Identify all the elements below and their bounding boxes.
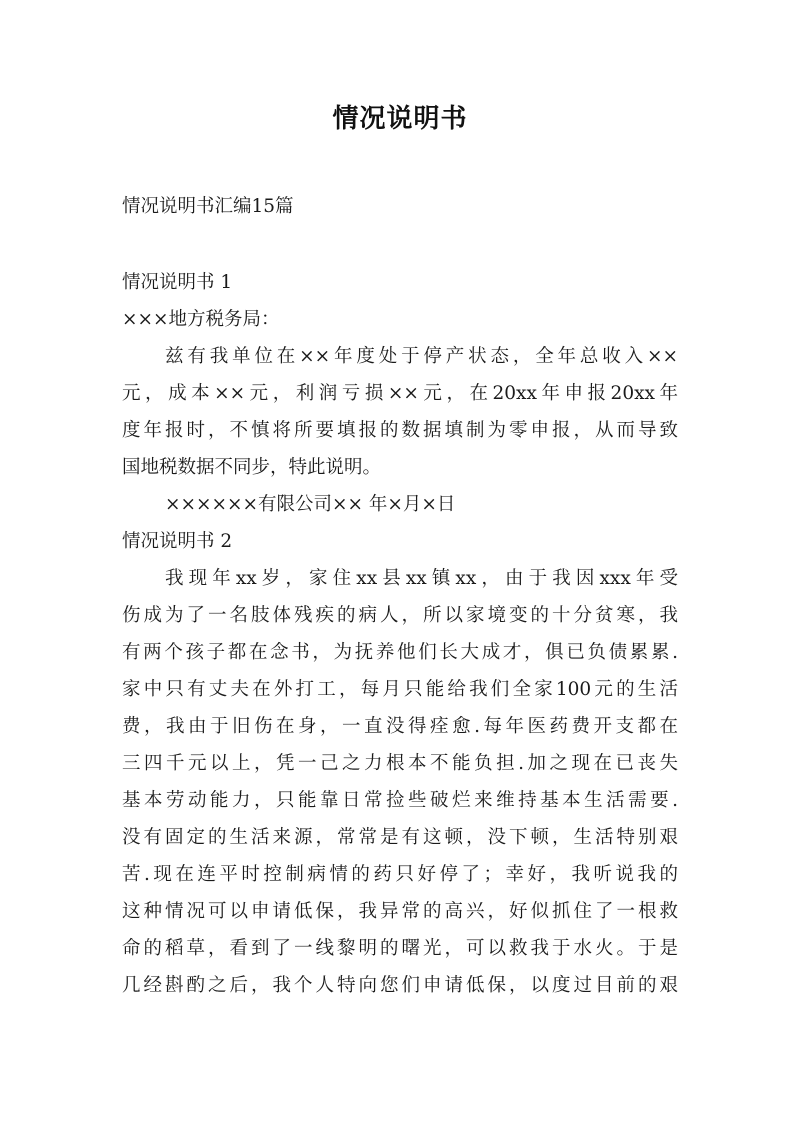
section2-para-line: 有两个孩子都在念书，为抚养他们长大成才，俱已负债累累. bbox=[122, 642, 678, 663]
section2-para-line: 这种情况可以申请低保，我异常的高兴，好似抓住了一根救 bbox=[122, 901, 678, 922]
section2-para-line: 几经斟酌之后，我个人特向您们申请低保，以度过目前的艰 bbox=[122, 975, 678, 996]
document-subtitle: 情况说明书汇编15篇 bbox=[122, 196, 294, 217]
section1-signature: ××××××有限公司×× 年×月×日 bbox=[165, 494, 456, 515]
section2-para-line: 苦.现在连平时控制病情的药只好停了；幸好，我听说我的 bbox=[122, 864, 678, 885]
section1-para-line: 度年报时，不慎将所要填报的数据填制为零申报，从而导致 bbox=[122, 420, 678, 441]
section2-para-line: 三四千元以上，凭一己之力根本不能负担.加之现在已丧失 bbox=[122, 753, 678, 774]
section2-para-line: 家中只有丈夫在外打工，每月只能给我们全家100元的生活 bbox=[122, 679, 678, 700]
section1-heading: 情况说明书 1 bbox=[122, 272, 233, 293]
document-title: 情况说明书 bbox=[332, 104, 468, 134]
section2-heading: 情况说明书 2 bbox=[122, 531, 233, 552]
section1-para-line: 兹有我单位在××年度处于停产状态，全年总收入×× bbox=[165, 346, 678, 367]
section2-para-line: 没有固定的生活来源，常常是有这顿，没下顿，生活特别艰 bbox=[122, 827, 678, 848]
section2-para-line: 费，我由于旧伤在身，一直没得痊愈.每年医药费开支都在 bbox=[122, 716, 678, 737]
section2-para-line: 我现年xx岁，家住xx县xx镇xx，由于我因xxx年受 bbox=[165, 568, 678, 589]
section2-para-line: 命的稻草，看到了一线黎明的曙光，可以救我于水火。于是 bbox=[122, 938, 678, 959]
section2-para-line: 基本劳动能力，只能靠日常捡些破烂来维持基本生活需要. bbox=[122, 790, 678, 811]
section1-para-line: 国地税数据不同步，特此说明。 bbox=[122, 457, 382, 478]
section2-para-line: 伤成为了一名肢体残疾的病人，所以家境变的十分贫寒，我 bbox=[122, 605, 678, 626]
section1-para-line: 元，成本××元，利润亏损××元，在20xx年申报20xx年 bbox=[122, 383, 678, 404]
section1-salutation: ×××地方税务局： bbox=[122, 309, 280, 330]
